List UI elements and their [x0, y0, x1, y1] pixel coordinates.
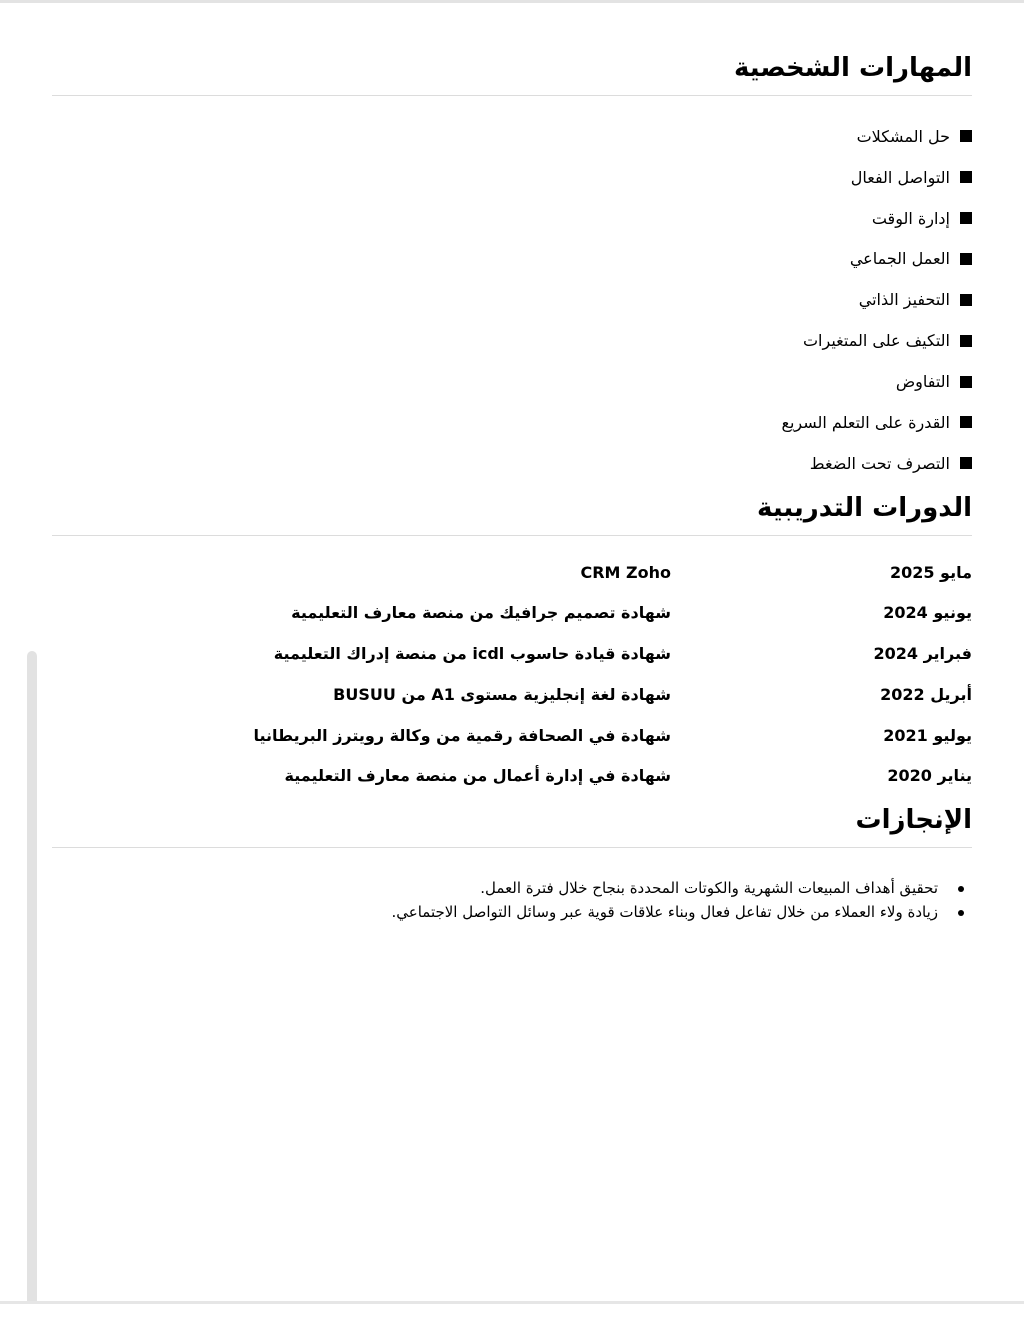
course-title: شهادة في إدارة أعمال من منصة معارف التعليمية: [284, 766, 671, 786]
course-title: شهادة في الصحافة رقمية من وكالة رويترز البريطانيا: [253, 725, 671, 745]
course-date: مايو 2025: [889, 562, 972, 582]
skill-item: [52, 320, 972, 361]
round-bullet-icon: [958, 910, 964, 916]
courses-list: [52, 536, 972, 797]
skill-label: العمل الجماعي: [849, 249, 950, 269]
square-bullet-icon: [960, 416, 972, 428]
course-title: شهادة تصميم جرافيك من منصة معارف التعليمية: [291, 603, 671, 623]
achievements-list: [52, 848, 972, 924]
square-bullet-icon: [960, 171, 972, 183]
course-date: يناير 2020: [887, 766, 972, 786]
square-bullet-icon: [960, 253, 972, 265]
skill-item: [52, 238, 972, 279]
course-title: شهادة لغة إنجليزية مستوى A1 من BUSUU: [333, 684, 671, 704]
achievement-text: زيادة ولاء العملاء من خلال تفاعل فعال وبناء علاقات قوية عبر وسائل التواصل الاجتماعي.: [391, 903, 938, 922]
vertical-scrollbar[interactable]: [27, 651, 37, 1303]
course-date: يوليو 2021: [883, 725, 972, 745]
skill-label: التحفيز الذاتي: [858, 290, 950, 310]
courses-heading: الدورات التدريبية: [52, 492, 972, 536]
skill-label: القدرة على التعلم السريع: [781, 412, 950, 432]
course-title: شهادة قيادة حاسوب icdl من منصة إدراك التعليمية: [273, 644, 671, 664]
bottom-divider: [0, 1301, 1024, 1304]
skill-label: التكيف على المتغيرات: [802, 331, 950, 351]
skill-label: التواصل الفعال: [850, 167, 950, 187]
skill-item: [52, 443, 972, 484]
square-bullet-icon: [960, 212, 972, 224]
skill-item: [52, 402, 972, 443]
achievements-heading: الإنجازات: [52, 804, 972, 848]
skill-item: [52, 157, 972, 198]
course-row: [52, 756, 972, 797]
skill-item: [52, 198, 972, 239]
top-divider: [0, 0, 1024, 3]
square-bullet-icon: [960, 376, 972, 388]
square-bullet-icon: [960, 294, 972, 306]
course-date: أبريل 2022: [880, 684, 972, 704]
square-bullet-icon: [960, 457, 972, 469]
square-bullet-icon: [960, 130, 972, 142]
resume-content: [52, 52, 972, 924]
skill-label: التفاوض: [895, 372, 950, 392]
skill-item: [52, 116, 972, 157]
course-row: [52, 715, 972, 756]
course-row: [52, 552, 972, 593]
achievement-item: [52, 876, 952, 900]
course-row: [52, 674, 972, 715]
achievement-text: تحقيق أهداف المبيعات الشهرية والكوتات المحددة بنجاح خلال فترة العمل.: [480, 879, 938, 898]
square-bullet-icon: [960, 335, 972, 347]
course-row: [52, 633, 972, 674]
skill-item: [52, 279, 972, 320]
course-date: يونيو 2024: [883, 603, 972, 623]
course-title: CRM Zoho: [580, 562, 671, 582]
achievement-item: [52, 900, 952, 924]
skill-label: التصرف تحت الضغط: [809, 453, 950, 473]
skill-item: [52, 361, 972, 402]
round-bullet-icon: [958, 886, 964, 892]
skills-list: [52, 96, 972, 484]
course-row: [52, 592, 972, 633]
skills-heading: المهارات الشخصية: [52, 52, 972, 96]
course-date: فبراير 2024: [873, 644, 972, 664]
skill-label: حل المشكلات: [856, 126, 950, 146]
skill-label: إدارة الوقت: [871, 208, 950, 228]
